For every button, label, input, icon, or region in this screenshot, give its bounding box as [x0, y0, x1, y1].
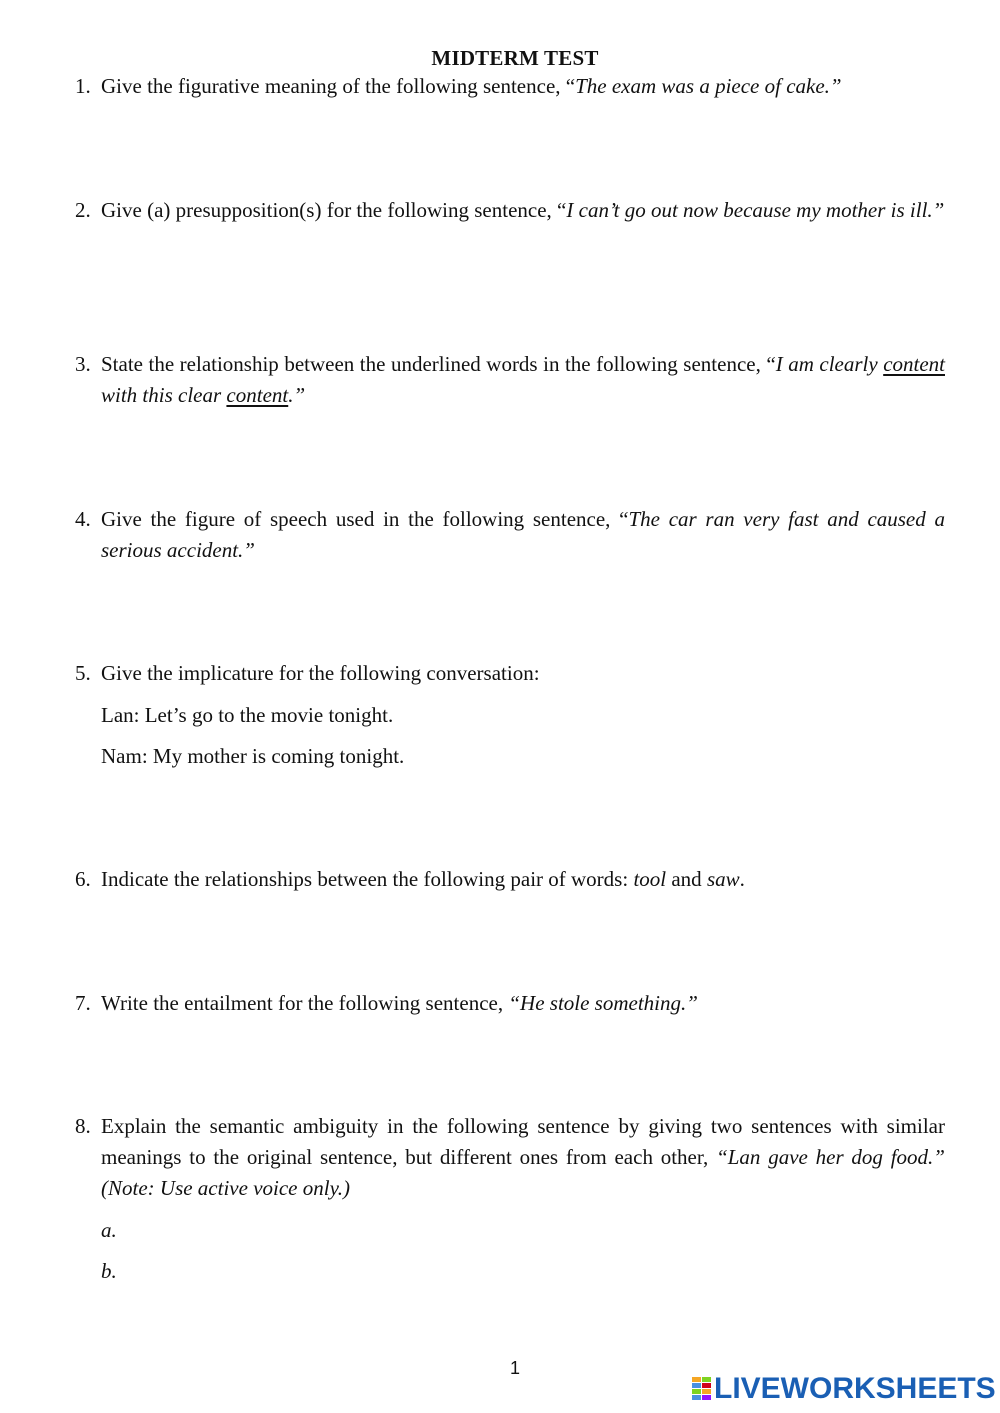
question-6: [75, 864, 945, 895]
answer-option-b: [101, 1256, 117, 1287]
question-text: Explain the semantic ambiguity in the following sentence by giving two sentences with similar meanings to the original sentence, but different ones from each other,: [101, 1114, 945, 1169]
question-quote-part: .”: [288, 383, 306, 407]
question-text: Give the figurative meaning of the following sentence, “: [101, 74, 576, 98]
option-label: b.: [101, 1259, 117, 1283]
brand-name: LIVEWORKSHEETS: [714, 1372, 996, 1405]
page-title: MIDTERM TEST: [431, 46, 599, 70]
word-2: saw: [706, 867, 740, 891]
question-text: Indicate the relationships between the following pair of words:: [101, 867, 634, 891]
question-number: 5.: [75, 661, 91, 685]
question-text: Write the entailment for the following sentence,: [101, 991, 509, 1015]
question-1: [75, 71, 945, 102]
question-5: [75, 658, 945, 689]
period: .: [739, 867, 745, 891]
question-3: [75, 349, 945, 411]
question-7: [75, 988, 945, 1019]
answer-option-a: [101, 1215, 117, 1246]
question-2: [75, 195, 945, 226]
underlined-word: content: [226, 383, 289, 407]
question-quote: The exam was a piece of cake.”: [575, 74, 842, 98]
conjunction: and: [666, 867, 707, 891]
dialogue-line: Lan: Let’s go to the movie tonight.: [101, 703, 394, 727]
question-quote-part: with this clear: [101, 383, 227, 407]
page-number: 1: [509, 1358, 520, 1378]
question-text: State the relationship between the underlined words in the following sentence, “: [101, 352, 776, 376]
question-number: 7.: [75, 991, 91, 1015]
question-number: 6.: [75, 867, 91, 891]
question-8: [75, 1111, 945, 1204]
question-quote: “Lan gave her dog food.” (Note: Use active voice only.): [101, 1145, 945, 1200]
question-number: 2.: [75, 198, 91, 222]
option-label: a.: [101, 1218, 117, 1242]
question-quote-part: I am clearly: [775, 352, 884, 376]
question-number: 8.: [75, 1114, 91, 1138]
question-number: 1.: [75, 74, 91, 98]
question-quote: “He stole something.”: [508, 991, 698, 1015]
dialogue-line: Nam: My mother is coming tonight.: [101, 744, 405, 768]
question-text: Give the figure of speech used in the following sentence, “: [101, 507, 629, 531]
question-quote: The car ran very fast and caused a serious accident.”: [101, 507, 945, 562]
liveworksheets-icon: [692, 1377, 712, 1401]
underlined-word: content: [883, 352, 945, 376]
question-text: Give the implicature for the following conversation:: [101, 661, 540, 685]
word-1: tool: [633, 867, 667, 891]
question-quote: I can’t go out now because my mother is ill.”: [566, 198, 945, 222]
question-text: Give (a) presupposition(s) for the following sentence, “: [101, 198, 567, 222]
liveworksheets-logo[interactable]: [692, 1372, 996, 1406]
question-number: 3.: [75, 352, 91, 376]
question-number: 4.: [75, 507, 91, 531]
question-4: [75, 504, 945, 566]
